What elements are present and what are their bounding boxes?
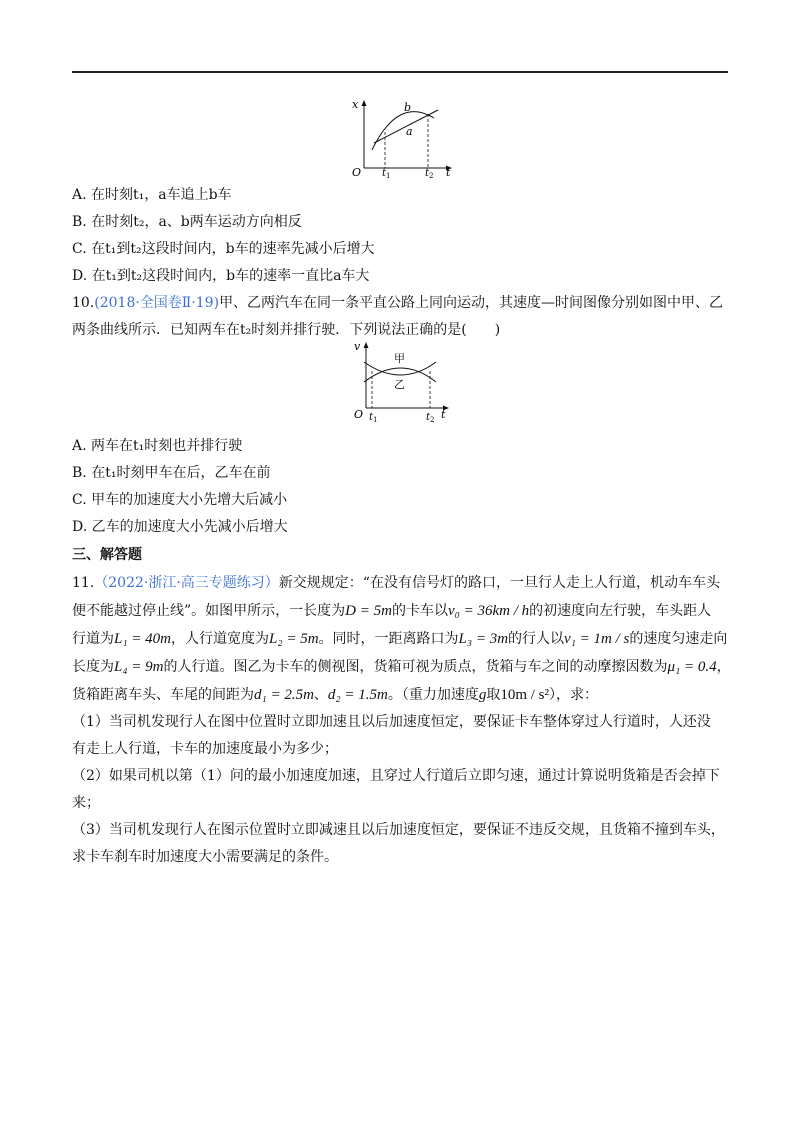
q11-line1: 11.（2022·浙江·高三专题练习）新交规规定：“在没有信号灯的路口，一旦行人走上人行道，机动车车头: [72, 575, 720, 591]
q11-line3: 行道为L₁ = 40m，人行道宽度为L₂ = 5m。同时，一距离路口为L₃ = 3m的行人以v₁ = 1m / s的速度匀速走向: [72, 631, 728, 647]
q11-part3-line2: 求卡车刹车时加速度大小需要满足的条件。: [72, 849, 338, 865]
tick-t1: $t_1$: [369, 412, 378, 424]
section-heading: 三、解答题: [72, 547, 142, 563]
q10-stem-line2: 两条曲线所示．已知两车在t₂时刻并排行驶．下列说法正确的是( ): [72, 322, 501, 338]
q9-option-d[interactable]: D. 在t₁到t₂这段时间内，b车的速率一直比a车大: [72, 268, 370, 284]
tick-t2: $t_2$: [426, 412, 435, 424]
q9-option-a[interactable]: A. 在时刻t₁，a车追上b车: [72, 187, 232, 203]
q10-option-c[interactable]: C. 甲车的加速度大小先增大后减小: [72, 492, 288, 508]
q9-option-b[interactable]: B. 在时刻t₂，a、b两车运动方向相反: [72, 214, 302, 230]
q11-part3-line1: （3）当司机发现行人在图示位置时立即减速且以后加速度恒定，要保证不违反交规，且货箱不撞到车头，: [72, 822, 725, 838]
curve-a-label: a: [406, 125, 413, 138]
q11-part1-line1: （1）当司机发现行人在图中位置时立即加速且以后加速度恒定，要保证卡车整体穿过人行道时，人还没: [72, 714, 711, 730]
q10-stem-line1: 10.(2018·全国卷Ⅱ·19)甲、乙两汽车在同一条平直公路上同向运动，其速度—时间图像分别如图中甲、乙: [72, 295, 724, 311]
q11-line2: 便不能越过停止线”。如图甲所示，一长度为D = 5m的卡车以v₀ = 36km / h的初速度向左行驶，车头距人: [72, 603, 712, 619]
axis-x-label: t: [446, 166, 451, 178]
axis-x-label: t: [441, 408, 446, 421]
vt-graph: [352, 340, 457, 424]
q11-part2-line2: 来；: [72, 795, 100, 811]
origin-label: O: [352, 166, 362, 178]
q11-line5: 货箱距离车头、车尾的间距为d₁ = 2.5m、d₂ = 1.5m。（重力加速度g取10m / s²），求：: [72, 687, 599, 703]
q11-source-link[interactable]: （2022·浙江·高三专题练习）: [94, 575, 279, 591]
tick-t1: $t_1$: [382, 168, 391, 178]
q11-part2-line1: （2）如果司机以第（1）问的最小加速度加速，且穿过人行道后立即匀速，通过计算说明货箱是否会掉下: [72, 768, 720, 784]
q11-line4: 长度为L₄ = 9m的人行道。图乙为卡车的侧视图，货箱可视为质点，货箱与车之间的动摩擦因数为μ₁ = 0.4，: [72, 659, 731, 675]
tick-t2: $t_2$: [425, 168, 434, 178]
q10-option-b[interactable]: B. 在t₁时刻甲车在后，乙车在前: [72, 465, 271, 481]
q9-option-c[interactable]: C. 在t₁到t₂这段时间内，b车的速率先减小后增大: [72, 241, 375, 257]
q10-option-d[interactable]: D. 乙车的加速度大小先减小后增大: [72, 519, 288, 535]
origin-label: O: [354, 408, 364, 421]
q11-part1-line2: 有走上人行道，卡车的加速度最小为多少；: [72, 741, 338, 757]
axis-y-label: x: [352, 98, 359, 111]
curve-yi-label: 乙: [394, 378, 405, 391]
header-rule: [72, 71, 728, 73]
q10-source-link[interactable]: (2018·全国卷Ⅱ·19): [94, 295, 220, 311]
xt-graph: [348, 98, 458, 178]
axis-y-label: v: [354, 340, 361, 353]
curve-b-label: b: [404, 101, 412, 114]
curve-jia-label: 甲: [394, 352, 405, 365]
q10-option-a[interactable]: A. 两车在t₁时刻也并排行驶: [72, 438, 243, 454]
